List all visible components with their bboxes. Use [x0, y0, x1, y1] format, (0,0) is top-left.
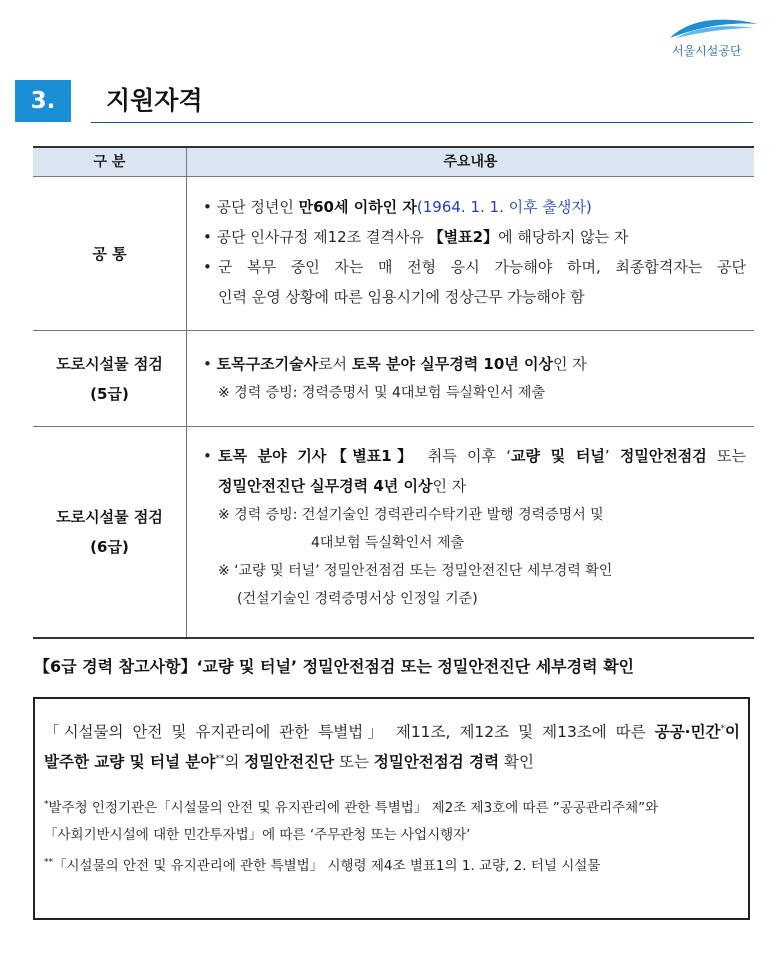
footnote-1-cont: 「사회기반시설에 대한 민간투자법」에 따른 ‘주무관청 또는 사업시행자’ [44, 827, 471, 843]
qualification-table [33, 146, 754, 639]
table-row-grade6 [33, 427, 754, 639]
row-category [33, 331, 187, 426]
footnote-2: **「시설물의 안전 및 유지관리에 관한 특별법」 시행령 제4조 별표1의 1. 교량, 2. 터널 시설물 [44, 857, 601, 874]
bullet-item: • 공단 정년인 만60세 이하인 자(1964. 1. 1. 이후 출생자) [203, 198, 592, 216]
section-title: 지원자격 [106, 86, 203, 115]
header-content: 주요내용 [443, 154, 498, 170]
note-text: 4대보험 득실확인서 제출 [311, 535, 465, 551]
row-category [33, 177, 187, 330]
row-content [187, 331, 754, 426]
logo-text: 서울시설공단 [672, 44, 742, 58]
category-grade: (6급) [90, 538, 129, 556]
reference-paragraph: 「시설물의 안전 및 유지관리에 관한 특별법」 제11조, 제12조 및 제13조에 따른 공공·민간*이 발주한 교량 및 터널 분야**의 정밀안전진단 또는 정밀안전점검 경력 확인 [44, 723, 740, 771]
bullet-item: • 군 복무 중인 자는 매 전형 응시 가능해야 하며, 최종합격자는 공단 인력 운영 상황에 따른 임용시기에 정상근무 가능해야 함 [203, 258, 746, 306]
note-text: ※ 경력 증빙: 경력증명서 및 4대보험 득실확인서 제출 [218, 385, 545, 401]
category-label: 도로시설물 점검 [56, 354, 163, 373]
table-row-grade5 [33, 331, 754, 427]
bullet-item: • 토목구조기술사로서 토목 분야 실무경력 10년 이상인 자 [203, 355, 587, 373]
row-content [187, 177, 754, 330]
table-header [33, 148, 754, 177]
reference-box [33, 697, 750, 920]
category-label: 도로시설물 점검 [56, 508, 163, 526]
note-text: ※ ‘교량 및 터널’ 정밀안전점검 또는 정밀안전진단 세부경력 확인 [218, 563, 613, 579]
bullet-item: • 공단 인사규정 제12조 결격사유 【별표2】에 해당하지 않는 자 [203, 228, 629, 246]
bullet-item: • 토목 분야 기사【별표1】 취득 이후 ‘교량 및 터널’ 정밀안전점검 또는 정밀안전진단 실무경력 4년 이상인 자 [203, 447, 746, 495]
category-label: 공 통 [92, 244, 127, 263]
category-grade: (5급) [90, 384, 129, 403]
brand-logo [668, 16, 760, 64]
header-category: 구 분 [33, 148, 187, 176]
reference-title: 【6급 경력 참고사항】‘교량 및 터널’ 정밀안전점검 또는 정밀안전진단 세부경력 확인 [34, 657, 635, 676]
note-text: ※ 경력 증빙: 건설기술인 경력관리수탁기관 발행 경력증명서 및 [218, 507, 604, 523]
row-category [33, 427, 187, 637]
section-divider [91, 122, 753, 123]
footnote-1: *발주청 인정기관은「시설물의 안전 및 유지관리에 관한 특별법」 제2조 제3호에 따른 ”공공관리주체”와 [44, 799, 659, 816]
table-row-common [33, 177, 754, 331]
section-number: 3. [15, 80, 71, 122]
note-text: (건설기술인 경력증명서상 인정일 기준) [237, 591, 478, 607]
wave-logo-icon [668, 16, 760, 42]
row-content [187, 427, 754, 637]
